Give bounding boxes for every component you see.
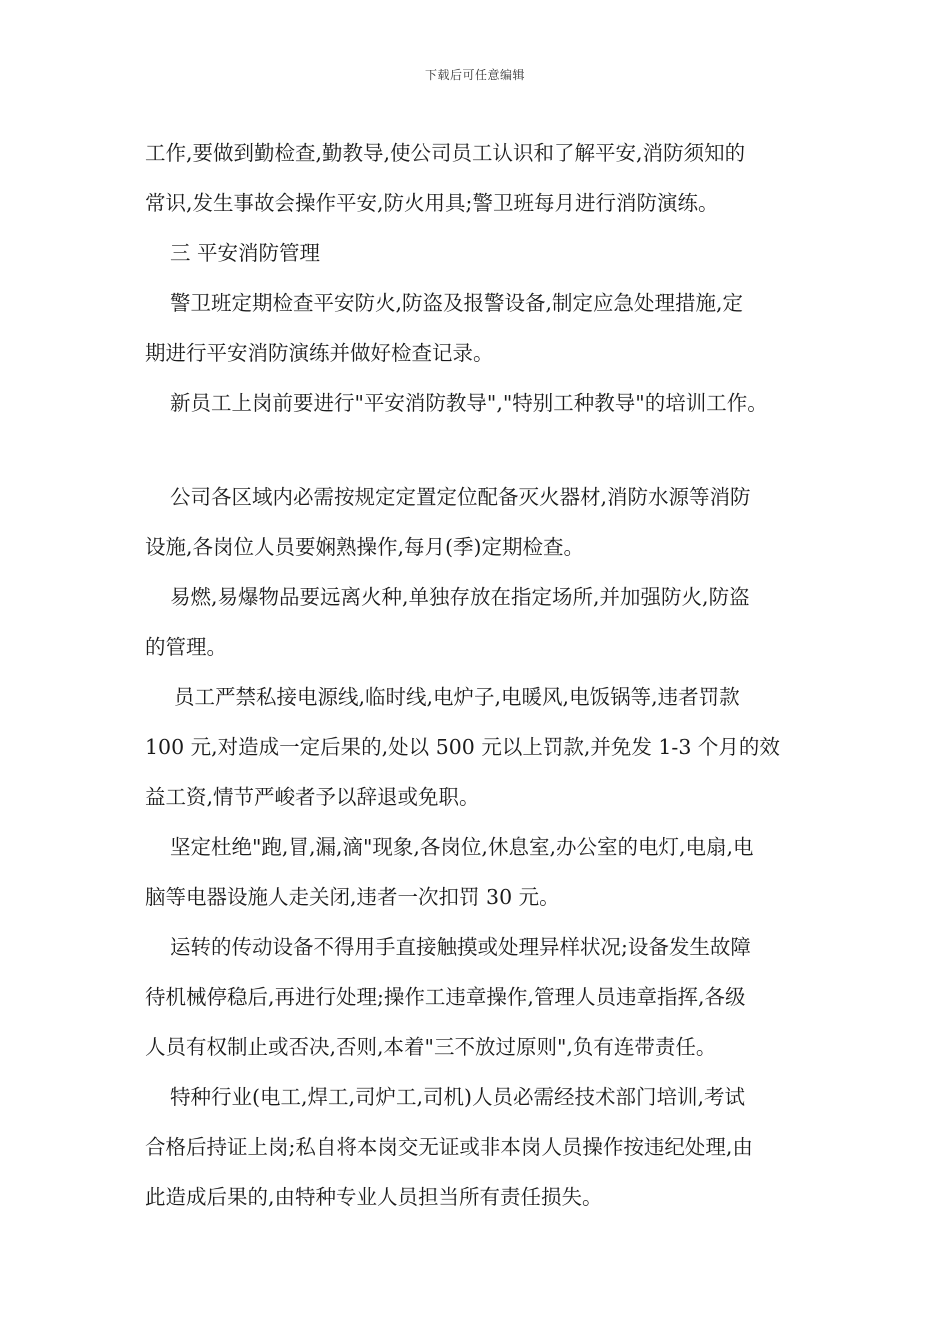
paragraph-line: 公司各区域内必需按规定定置定位配备灭火器材,消防水源等消防 <box>170 485 751 509</box>
paragraph-line: 易燃,易爆物品要远离火种,单独存放在指定场所,并加强防火,防盗 <box>170 585 750 609</box>
paragraph-line: 运转的传动设备不得用手直接触摸或处理异样状况;设备发生故障 <box>170 935 751 959</box>
paragraph-line: 设施,各岗位人员要娴熟操作,每月(季)定期检查。 <box>145 535 585 559</box>
page-header: 下载后可任意编辑 <box>424 68 525 82</box>
paragraph-line: 常识,发生事故会操作平安,防火用具;警卫班每月进行消防演练。 <box>145 191 719 215</box>
paragraph-line: 警卫班定期检查平安防火,防盗及报警设备,制定应急处理措施,定 <box>170 291 744 315</box>
document-body <box>145 128 815 1222</box>
paragraph-line: 此造成后果的,由特种专业人员担当所有责任损失。 <box>145 1185 603 1209</box>
paragraph-line: 特种行业(电工,焊工,司炉工,司机)人员必需经技术部门培训,考试 <box>170 1085 746 1109</box>
paragraph-line: 100 元,对造成一定后果的,处以 500 元以上罚款,并免发 1-3 个月的效 <box>145 735 780 759</box>
blank-gap <box>145 428 815 472</box>
paragraph-line: 坚定杜绝"跑,冒,漏,滴"现象,各岗位,休息室,办公室的电灯,电扇,电 <box>170 835 754 859</box>
paragraph-line: 工作,要做到勤检查,勤教导,使公司员工认识和了解平安,消防须知的 <box>145 141 746 165</box>
paragraph-line: 脑等电器设施人走关闭,违者一次扣罚 30 元。 <box>145 885 560 909</box>
paragraph-line: 的管理。 <box>145 635 227 659</box>
paragraph-line: 员工严禁私接电源线,临时线,电炉子,电暖风,电饭锅等,违者罚款 <box>174 685 740 709</box>
paragraph-line: 益工资,情节严峻者予以辞退或免职。 <box>145 785 480 809</box>
paragraph-line: 待机械停稳后,再进行处理;操作工违章操作,管理人员违章指挥,各级 <box>145 985 746 1009</box>
paragraph-line: 人员有权制止或否决,否则,本着"三不放过原则",负有连带责任。 <box>145 1035 717 1059</box>
section-heading: 三 平安消防管理 <box>170 241 321 265</box>
paragraph-line: 期进行平安消防演练并做好检查记录。 <box>145 341 494 365</box>
paragraph-line: 合格后持证上岗;私自将本岗交无证或非本岗人员操作按违纪处理,由 <box>145 1135 753 1159</box>
paragraph-line: 新员工上岗前要进行"平安消防教导","特别工种教导"的培训工作。 <box>170 391 768 415</box>
